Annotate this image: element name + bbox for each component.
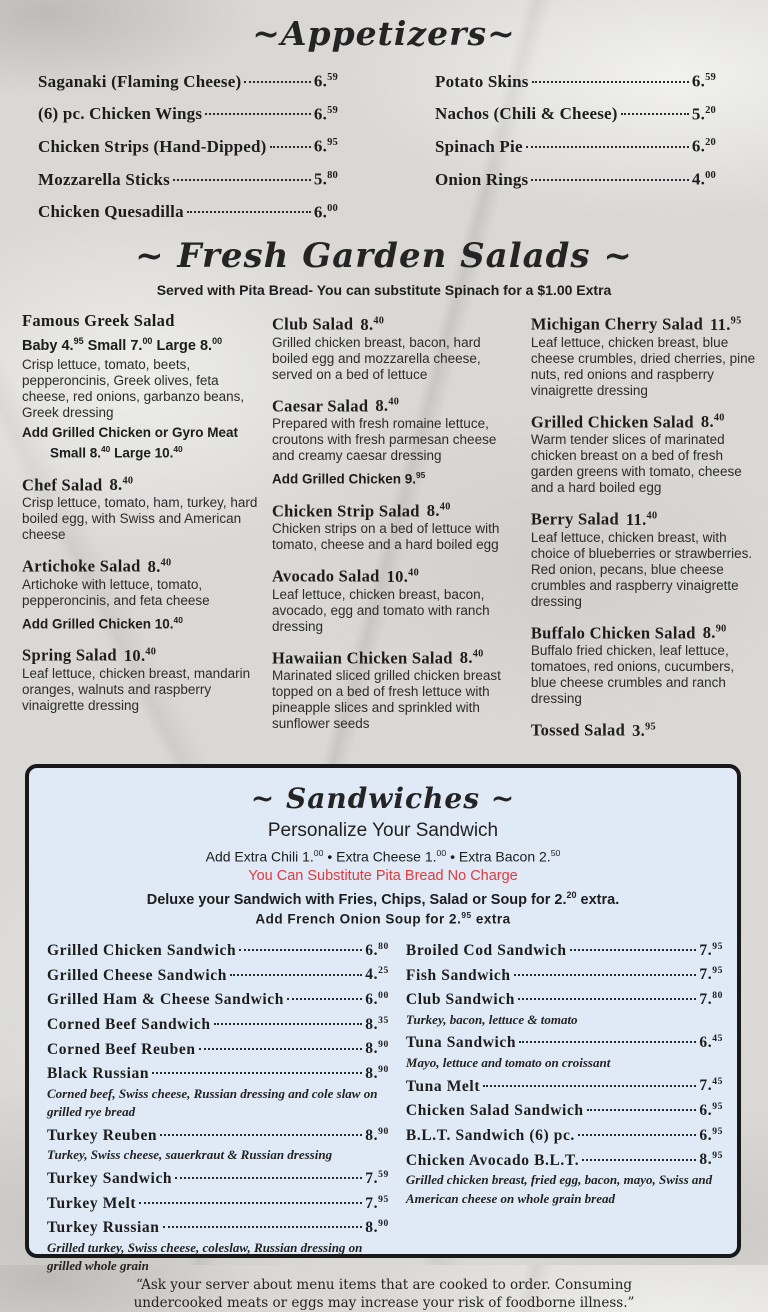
sandwich-item — [406, 961, 723, 986]
sandwich-description: Mayo, lettuce and tomato on croissant — [405, 1054, 611, 1070]
item-price: 6.95 — [313, 136, 338, 156]
item-name: Turkey Melt — [47, 1194, 137, 1212]
item-price: 8.90 — [365, 1064, 389, 1083]
salad-item — [272, 562, 516, 635]
sandwich-item — [47, 1011, 389, 1036]
server-disclaimer: “Ask your server about menu items that are cooked to order. Consuming undercooked meats or eggs may increase your risk of foodborne illness.” — [133, 1276, 635, 1311]
salad-description: Grilled chicken breast, bacon, hard boiled egg and mozzarella cheese, served on a bed of lettuce — [271, 334, 481, 382]
salad-item — [272, 497, 516, 554]
sandwiches-box — [25, 764, 741, 1274]
item-name: Fish Sandwich — [405, 966, 511, 984]
salad-name: Berry Salad — [530, 509, 619, 529]
sandwich-item-row — [47, 1190, 389, 1215]
salads-title: ~ Fresh Garden Salads ~ — [135, 236, 633, 277]
salad-price: 8.40 — [700, 412, 725, 432]
item-name: Corned Beef Sandwich — [47, 1015, 211, 1033]
salad-item — [272, 392, 516, 488]
item-name: Grilled Chicken Sandwich — [47, 941, 237, 959]
item-name: Turkey Sandwich — [47, 1170, 173, 1188]
salad-sizes: Baby 4.95 Small 7.00 Large 8.00 — [22, 336, 223, 355]
salad-name: Famous Greek Salad — [22, 311, 175, 331]
salad-description: Crisp lettuce, tomato, ham, turkey, hard boiled egg, with Swiss and American cheese — [22, 495, 258, 543]
sandwich-item — [47, 1122, 389, 1165]
dot-leader — [173, 179, 311, 181]
salad-name: Michigan Cherry Salad — [530, 314, 704, 334]
sandwich-item — [406, 1029, 723, 1072]
salads-column-3 — [531, 310, 756, 750]
salads-column-2 — [272, 310, 516, 750]
dot-leader — [214, 1023, 363, 1025]
dot-leader — [587, 1109, 697, 1111]
item-price: 6.80 — [365, 940, 389, 959]
appetizers-left-column — [38, 63, 338, 226]
sandwich-item-row — [47, 1035, 389, 1060]
sandwich-item-row — [47, 1214, 389, 1239]
dot-leader — [187, 211, 311, 213]
sandwich-item-row — [406, 937, 723, 962]
dot-leader — [287, 998, 362, 1000]
sandwich-item — [47, 1190, 389, 1215]
salad-price: 3.95 — [632, 720, 656, 740]
salad-item-header — [272, 497, 516, 522]
item-price: 6.00 — [365, 990, 389, 1009]
dot-leader — [270, 146, 311, 148]
item-name: Turkey Reuben — [47, 1126, 158, 1144]
dot-leader — [519, 1041, 696, 1043]
sandwich-item — [406, 986, 723, 1029]
salad-item — [22, 552, 260, 632]
salad-name: Chicken Strip Salad — [271, 501, 420, 521]
salads-section — [0, 298, 768, 750]
salad-item-header — [272, 310, 516, 335]
sandwiches-deluxe-note: Deluxe your Sandwich with Fries, Chips, Salad or Soup for 2.20 extra. — [146, 890, 620, 909]
salad-addon-sizes: Small 8.40 Large 10.40 — [50, 444, 183, 461]
item-price: 5.80 — [313, 169, 338, 189]
item-name: Nachos (Chili & Cheese) — [435, 104, 618, 124]
salad-item-header — [531, 310, 756, 335]
item-price: 6.59 — [691, 71, 716, 91]
dot-leader — [163, 1226, 363, 1228]
salad-item — [22, 310, 260, 461]
appetizer-item — [38, 128, 338, 161]
salad-item-header — [22, 641, 260, 666]
item-name: Grilled Cheese Sandwich — [47, 966, 228, 984]
dot-leader — [160, 1134, 362, 1136]
appetizer-item — [435, 63, 716, 96]
salad-price: 8.40 — [375, 396, 400, 416]
dot-leader — [570, 949, 697, 951]
salad-price: 8.40 — [360, 314, 385, 334]
sandwich-item-row — [406, 1122, 723, 1147]
dot-leader — [175, 1177, 362, 1179]
sandwiches-pita-note: You Can Substitute Pita Bread No Charge — [248, 868, 518, 885]
item-price: 7.80 — [699, 990, 723, 1009]
salad-name: Chef Salad — [22, 475, 103, 495]
salad-description: Warm tender slices of marinated chicken breast on a bed of fresh garden greens with tomato, cheese and a hard boiled egg — [530, 432, 742, 496]
sandwich-item — [406, 1072, 723, 1097]
sandwich-item — [47, 986, 389, 1011]
item-name: Tuna Sandwich — [405, 1034, 517, 1052]
dot-leader — [582, 1159, 696, 1161]
salad-item-header — [531, 408, 756, 433]
salad-price: 11.40 — [625, 509, 658, 529]
salad-price: 8.40 — [459, 648, 484, 668]
sandwich-item-row — [47, 986, 389, 1011]
sandwich-item-row — [47, 1011, 389, 1036]
salad-item-header — [272, 644, 516, 669]
sandwich-description: Corned beef, Swiss cheese, Russian dressing and cole slaw on grilled rye bread — [47, 1085, 378, 1120]
item-price: 7.45 — [699, 1076, 723, 1095]
item-name: Grilled Ham & Cheese Sandwich — [47, 991, 284, 1009]
salad-addon: Add Grilled Chicken 10.40 — [22, 614, 183, 632]
salad-price: 11.95 — [710, 314, 742, 334]
salad-name: Grilled Chicken Salad — [530, 412, 694, 432]
sandwich-item — [47, 1214, 389, 1276]
dot-leader — [139, 1202, 362, 1204]
salad-name: Caesar Salad — [271, 396, 369, 416]
dot-leader — [244, 81, 311, 83]
salad-item-header — [531, 716, 756, 741]
salad-item-header — [272, 562, 516, 587]
sandwich-item — [47, 1035, 389, 1060]
salad-price: 8.40 — [426, 501, 451, 521]
item-price: 6.59 — [313, 104, 338, 124]
sandwich-item-row — [406, 1072, 723, 1097]
salad-item — [531, 716, 756, 741]
appetizer-item — [435, 161, 716, 194]
salad-price: 10.40 — [123, 645, 157, 665]
item-name: Mozzarella Sticks — [38, 169, 170, 189]
appetizer-item — [38, 194, 338, 227]
dot-leader — [532, 81, 689, 83]
salad-description: Artichoke with lettuce, tomato, pepperoncinis, and feta cheese — [22, 576, 210, 608]
salad-price: 8.40 — [109, 475, 134, 495]
sandwich-item-row — [406, 1097, 723, 1122]
sandwich-item-row — [406, 986, 723, 1011]
salad-description: Prepared with fresh romaine lettuce, croutons with fresh parmesan cheese and creamy caesar dressing — [271, 416, 497, 464]
dot-leader — [621, 113, 689, 115]
salad-description: Leaf lettuce, chicken breast, mandarin oranges, walnuts and raspberry vinaigrette dressing — [22, 665, 251, 713]
sandwich-description: Turkey, bacon, lettuce & tomato — [405, 1011, 578, 1027]
item-name: Corned Beef Reuben — [47, 1040, 196, 1058]
salad-price: 8.90 — [702, 623, 727, 643]
appetizer-item — [38, 63, 338, 96]
salad-name: Buffalo Chicken Salad — [530, 623, 696, 643]
salad-item-header — [531, 505, 756, 530]
salad-description: Leaf lettuce, chicken breast, blue cheese crumbles, dried cherries, pine nuts, red onions and raspberry vinaigrette dressing — [530, 334, 756, 398]
item-price: 7.95 — [699, 940, 723, 959]
item-name: Black Russian — [47, 1065, 150, 1083]
dot-leader — [205, 113, 311, 115]
salad-description: Chicken strips on a bed of lettuce with tomato, cheese and a hard boiled egg — [271, 521, 500, 553]
sandwich-description: Grilled turkey, Swiss cheese, coleslaw, Russian dressing on grilled whole grain — [47, 1239, 363, 1274]
appetizers-right-column — [435, 63, 716, 226]
sandwich-item-row — [406, 1146, 723, 1171]
item-name: Potato Skins — [435, 71, 529, 91]
salad-name: Club Salad — [271, 314, 354, 334]
sandwiches-right-column — [402, 937, 723, 1276]
salad-name: Hawaiian Chicken Salad — [271, 648, 453, 668]
item-price: 6.59 — [313, 71, 338, 91]
dot-leader — [531, 179, 689, 181]
sandwiches-columns — [43, 937, 723, 1276]
item-name: Turkey Russian — [47, 1219, 160, 1237]
item-name: Saganaki (Flaming Cheese) — [38, 71, 242, 91]
sandwich-item — [47, 961, 389, 986]
salad-description: Leaf lettuce, chicken breast, with choice of blueberries or strawberries. Red onion, pecans, blue cheese crumbles and raspberry vinaigrette dressing — [530, 529, 753, 609]
dot-leader — [526, 146, 689, 148]
item-price: 6.45 — [699, 1033, 723, 1052]
sandwich-item — [406, 1146, 723, 1208]
salad-addon: Add Grilled Chicken or Gyro Meat — [22, 425, 239, 441]
dot-leader — [578, 1134, 696, 1136]
item-price: 6.20 — [691, 136, 716, 156]
dot-leader — [152, 1072, 362, 1074]
appetizer-item — [435, 96, 716, 129]
salad-price: 10.40 — [386, 566, 419, 586]
item-name: Chicken Quesadilla — [38, 202, 184, 222]
item-price: 8.35 — [365, 1014, 389, 1033]
appetizer-item — [38, 161, 338, 194]
item-price: 6.95 — [699, 1125, 723, 1144]
item-name: B.L.T. Sandwich (6) pc. — [405, 1126, 575, 1144]
sandwich-item — [406, 937, 723, 962]
salad-item — [531, 408, 756, 497]
dot-leader — [199, 1048, 363, 1050]
sandwiches-title: ~ Sandwiches ~ — [250, 781, 516, 815]
sandwich-item — [47, 1165, 389, 1190]
dot-leader — [518, 998, 696, 1000]
item-price: 8.90 — [365, 1039, 389, 1058]
item-name: Chicken Strips (Hand-Dipped) — [38, 136, 267, 156]
item-name: Spinach Pie — [435, 136, 523, 156]
item-name: Onion Rings — [435, 169, 529, 189]
item-name: Chicken Avocado B.L.T. — [405, 1151, 580, 1169]
salad-description: Buffalo fried chicken, leaf lettuce, tomatoes, red onions, cucumbers, blue cheese crumbles and ranch dressing — [530, 643, 735, 707]
sandwich-item-row — [406, 961, 723, 986]
sandwich-item — [406, 1097, 723, 1122]
salad-item — [531, 310, 756, 399]
item-price: 8.95 — [699, 1150, 723, 1169]
salad-description: Marinated sliced grilled chicken breast topped on a bed of fresh lettuce with pineapple slices and sprinkled with sunflower seeds — [271, 668, 501, 732]
salad-item — [272, 644, 516, 733]
sandwich-item-row — [406, 1029, 723, 1054]
salad-price: 8.40 — [147, 556, 172, 576]
item-name: Chicken Salad Sandwich — [405, 1102, 584, 1120]
salad-description: Crisp lettuce, tomato, beets, pepperoncinis, Greek olives, feta cheese, red onions, garbanzo beans, Greek dressing — [22, 357, 245, 421]
appetizers-title: ~Appetizers~ — [252, 14, 516, 53]
sandwich-item-row — [47, 1060, 389, 1085]
item-name: Club Sandwich — [405, 991, 515, 1009]
dot-leader — [514, 974, 697, 976]
item-name: Tuna Melt — [405, 1077, 481, 1095]
item-price: 4.25 — [365, 965, 389, 984]
item-price: 4.00 — [691, 169, 716, 189]
salad-item-header — [22, 310, 260, 331]
item-price: 6.00 — [313, 202, 338, 222]
salad-item — [272, 310, 516, 383]
salad-name: Tossed Salad — [530, 720, 626, 740]
salad-addon: Add Grilled Chicken 9.95 — [271, 470, 426, 487]
salad-name: Avocado Salad — [271, 566, 380, 586]
sandwich-item-row — [47, 937, 389, 962]
item-price: 8.90 — [365, 1125, 389, 1144]
salads-column-1 — [22, 310, 260, 750]
sandwiches-french-onion-note: Add French Onion Soup for 2.95 extra — [255, 910, 511, 927]
sandwich-item-row — [47, 1165, 389, 1190]
salad-item-header — [22, 471, 260, 496]
salad-item-header — [272, 392, 516, 417]
dot-leader — [230, 974, 362, 976]
dot-leader — [483, 1085, 696, 1087]
sandwich-item — [406, 1122, 723, 1147]
item-name: Broiled Cod Sandwich — [405, 941, 567, 959]
sandwich-item — [47, 937, 389, 962]
sandwich-item-row — [47, 1122, 389, 1147]
item-price: 7.95 — [699, 965, 723, 984]
sandwich-item-row — [47, 961, 389, 986]
appetizer-item — [435, 128, 716, 161]
sandwich-description: Turkey, Swiss cheese, sauerkraut & Russian dressing — [47, 1147, 333, 1163]
item-price: 5.20 — [691, 104, 716, 124]
appetizers-section — [0, 53, 768, 226]
salad-item-header — [531, 619, 756, 644]
sandwiches-extras: Add Extra Chili 1.00 • Extra Cheese 1.00 • Extra Bacon 2.50 — [205, 847, 561, 865]
salad-name: Spring Salad — [22, 645, 117, 665]
item-name: (6) pc. Chicken Wings — [38, 104, 203, 124]
sandwiches-personalize: Personalize Your Sandwich — [267, 819, 499, 841]
salad-item — [531, 505, 756, 610]
salad-item — [22, 471, 260, 544]
sandwiches-left-column — [43, 937, 389, 1276]
dot-leader — [239, 949, 362, 951]
appetizer-item — [38, 96, 338, 129]
item-price: 7.59 — [365, 1168, 389, 1188]
item-price: 7.95 — [365, 1193, 389, 1212]
item-price: 6.95 — [699, 1101, 723, 1120]
salad-item-header — [22, 552, 260, 577]
salad-item — [531, 619, 756, 708]
item-price: 8.90 — [365, 1218, 389, 1237]
salad-description: Leaf lettuce, chicken breast, bacon, avocado, egg and tomato with ranch dressing — [271, 586, 490, 634]
salad-name: Artichoke Salad — [22, 556, 141, 576]
sandwich-item — [47, 1060, 389, 1122]
sandwich-description: Grilled chicken breast, fried egg, bacon, mayo, Swiss and American cheese on whole grain bread — [405, 1172, 713, 1206]
salad-item — [22, 641, 260, 714]
salads-subtitle: Served with Pita Bread- You can substitute Spinach for a $1.00 Extra — [156, 282, 612, 299]
